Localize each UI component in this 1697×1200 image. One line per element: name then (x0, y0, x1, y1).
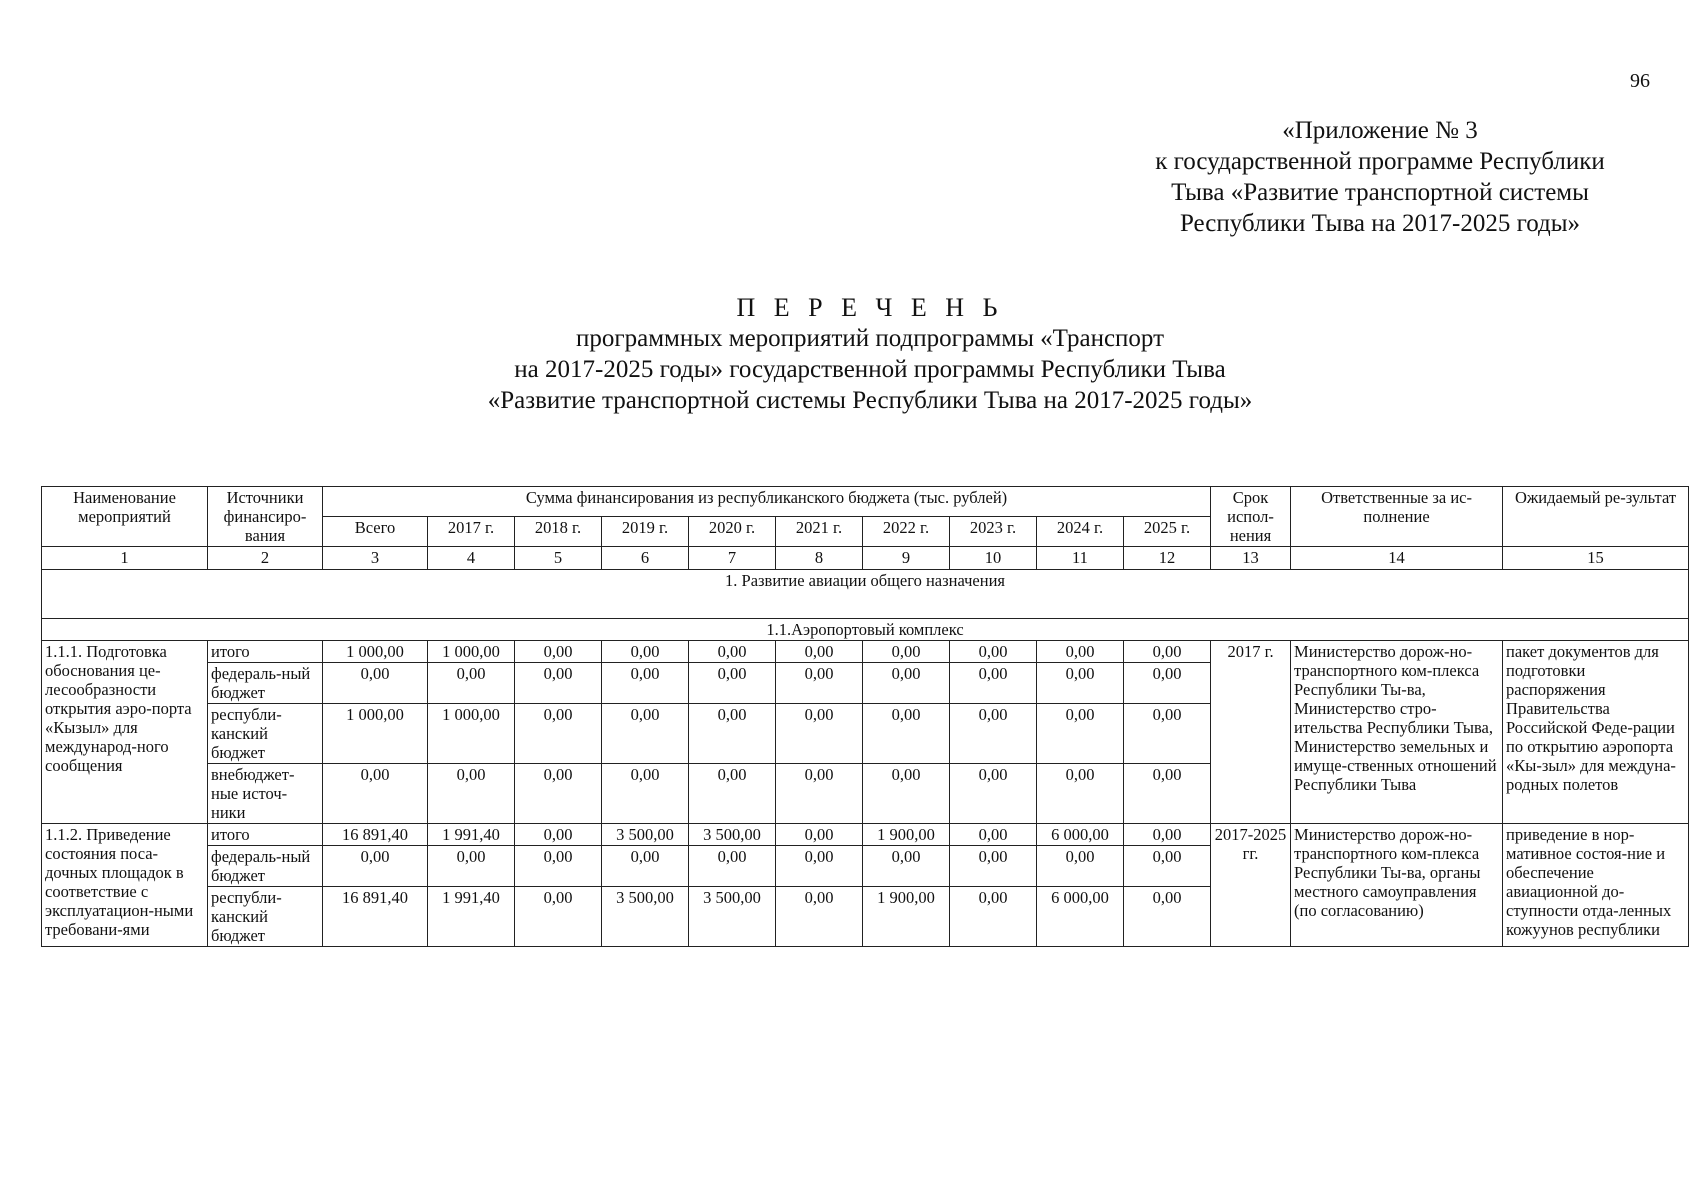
funding-source: внебюджет-ные источ-ники (208, 764, 323, 824)
column-number: 3 (323, 547, 428, 570)
total-cell: 1 000,00 (323, 641, 428, 663)
year-cell: 0,00 (950, 663, 1037, 704)
year-cell: 0,00 (515, 887, 602, 947)
title-line: программных мероприятий подпрограммы «Транспорт (575, 325, 1165, 352)
year-cell: 1 000,00 (428, 641, 515, 663)
result-cell: приведение в нор-мативное состоя-ние и обеспечение авиационной до-ступности отда-ленных кожуунов республики (1503, 824, 1689, 947)
year-cell: 0,00 (776, 887, 863, 947)
year-cell: 0,00 (689, 663, 776, 704)
year-cell: 0,00 (1037, 764, 1124, 824)
appendix-line: «Приложение № 3 (1282, 117, 1478, 144)
column-number: 4 (428, 547, 515, 570)
year-cell: 0,00 (428, 764, 515, 824)
year-cell: 0,00 (1124, 764, 1211, 824)
year-cell: 0,00 (689, 704, 776, 764)
appendix-line: Тыва «Развитие транспортной системы (1171, 179, 1589, 206)
year-cell: 0,00 (950, 764, 1037, 824)
year-cell: 0,00 (428, 663, 515, 704)
column-number: 14 (1291, 547, 1503, 570)
funding-source: итого (208, 641, 323, 663)
year-cell: 0,00 (515, 704, 602, 764)
page-number: 96 (1630, 70, 1650, 92)
header-responsible: Ответственные за ис-полнение (1291, 487, 1503, 547)
total-cell: 16 891,40 (323, 824, 428, 846)
section-heading: 1. Развитие авиации общего назначения (42, 570, 1689, 619)
year-cell: 0,00 (1037, 704, 1124, 764)
column-number: 13 (1211, 547, 1291, 570)
year-cell: 0,00 (776, 824, 863, 846)
year-cell: 3 500,00 (689, 887, 776, 947)
year-cell: 0,00 (776, 764, 863, 824)
year-cell: 0,00 (950, 641, 1037, 663)
header-result: Ожидаемый ре-зультат (1503, 487, 1689, 547)
column-number: 12 (1124, 547, 1211, 570)
column-number: 10 (950, 547, 1037, 570)
year-cell: 0,00 (689, 846, 776, 887)
column-number: 11 (1037, 547, 1124, 570)
year-cell: 0,00 (863, 663, 950, 704)
year-cell: 0,00 (515, 663, 602, 704)
header-funding: Сумма финансирования из республиканского бюджета (тыс. рублей) (323, 487, 1211, 517)
column-number: 15 (1503, 547, 1689, 570)
column-number: 5 (515, 547, 602, 570)
year-cell: 6 000,00 (1037, 824, 1124, 846)
year-cell: 0,00 (1124, 704, 1211, 764)
year-cell: 0,00 (950, 824, 1037, 846)
year-cell: 6 000,00 (1037, 887, 1124, 947)
funding-source: федераль-ный бюджет (208, 663, 323, 704)
year-cell: 0,00 (1037, 663, 1124, 704)
appendix-reference (1080, 115, 1680, 239)
year-cell: 1 991,40 (428, 887, 515, 947)
year-cell: 0,00 (1124, 846, 1211, 887)
deadline-cell: 2017 г. (1211, 641, 1291, 824)
appendix-line: к государственной программе Республики (1155, 148, 1605, 175)
column-number: 2 (208, 547, 323, 570)
document-title (320, 292, 1420, 416)
year-cell: 0,00 (602, 641, 689, 663)
year-cell: 0,00 (1037, 641, 1124, 663)
year-cell: 0,00 (776, 663, 863, 704)
year-cell: 0,00 (863, 704, 950, 764)
year-cell: 3 500,00 (602, 824, 689, 846)
table-row (42, 641, 1689, 663)
funding-source: итого (208, 824, 323, 846)
year-cell: 0,00 (602, 846, 689, 887)
year-cell: 0,00 (776, 704, 863, 764)
header-year: 2018 г. (515, 517, 602, 547)
header-year: 2022 г. (863, 517, 950, 547)
year-cell: 1 900,00 (863, 887, 950, 947)
column-number: 9 (863, 547, 950, 570)
year-cell: 0,00 (863, 641, 950, 663)
responsible-cell: Министерство дорож-но-транспортного ком-плекса Республики Ты-ва, органы местного самоуправления (по согласованию) (1291, 824, 1503, 947)
column-number: 8 (776, 547, 863, 570)
year-cell: 0,00 (863, 846, 950, 887)
header-year: 2024 г. (1037, 517, 1124, 547)
measure-name: 1.1.2. Приведение состояния поса-дочных площадок в соответствие с эксплуатацион-ными требовани-ями (42, 824, 208, 947)
total-cell: 0,00 (323, 764, 428, 824)
year-cell: 1 000,00 (428, 704, 515, 764)
total-cell: 1 000,00 (323, 704, 428, 764)
responsible-cell: Министерство дорож-но-транспортного ком-плекса Республики Ты-ва, Министерство стро-ительства Республики Тыва, Министерство земельных и имуще-ственных отношений Республики Тыва (1291, 641, 1503, 824)
measure-name: 1.1.1. Подготовка обоснования це-лесообразности открытия аэро-порта «Кызыл» для международ-ного сообщения (42, 641, 208, 824)
year-cell: 0,00 (950, 846, 1037, 887)
total-cell: 0,00 (323, 663, 428, 704)
title-line: на 2017-2025 годы» государственной программы Республики Тыва (514, 356, 1226, 383)
header-year: 2021 г. (776, 517, 863, 547)
title-line: «Развитие транспортной системы Республики Тыва на 2017-2025 годы» (487, 387, 1253, 414)
year-cell: 0,00 (863, 764, 950, 824)
header-source: Источники финансиро-вания (208, 487, 323, 547)
year-cell: 1 900,00 (863, 824, 950, 846)
funding-source: республи-канский бюджет (208, 704, 323, 764)
year-cell: 0,00 (1124, 663, 1211, 704)
year-cell: 0,00 (515, 846, 602, 887)
column-number: 6 (602, 547, 689, 570)
header-deadline: Срок испол-нения (1211, 487, 1291, 547)
year-cell: 0,00 (515, 824, 602, 846)
year-cell: 0,00 (1124, 641, 1211, 663)
year-cell: 0,00 (689, 764, 776, 824)
year-cell: 0,00 (689, 641, 776, 663)
funding-source: республи-канский бюджет (208, 887, 323, 947)
subsection-heading: 1.1.Аэропортовый комплекс (42, 619, 1689, 641)
header-year: 2025 г. (1124, 517, 1211, 547)
measures-table (41, 486, 1689, 947)
appendix-line: Республики Тыва на 2017-2025 годы» (1179, 210, 1581, 237)
header-year: 2020 г. (689, 517, 776, 547)
deadline-cell: 2017-2025 гг. (1211, 824, 1291, 947)
header-total: Всего (323, 517, 428, 547)
year-cell: 0,00 (602, 764, 689, 824)
year-cell: 0,00 (602, 704, 689, 764)
total-cell: 0,00 (323, 846, 428, 887)
year-cell: 0,00 (1037, 846, 1124, 887)
year-cell: 0,00 (602, 663, 689, 704)
year-cell: 0,00 (776, 846, 863, 887)
table-row (42, 824, 1689, 846)
column-number: 7 (689, 547, 776, 570)
header-year: 2017 г. (428, 517, 515, 547)
year-cell: 0,00 (1124, 824, 1211, 846)
year-cell: 3 500,00 (602, 887, 689, 947)
total-cell: 16 891,40 (323, 887, 428, 947)
year-cell: 0,00 (1124, 887, 1211, 947)
main-title: П Е Р Е Ч Е Н Ь (736, 293, 1004, 322)
header-name: Наименование мероприятий (42, 487, 208, 547)
result-cell: пакет документов для подготовки распоряжения Правительства Российской Феде-рации по открытию аэропорта «Кы-зыл» для междуна-родных полетов (1503, 641, 1689, 824)
year-cell: 0,00 (428, 846, 515, 887)
funding-source: федераль-ный бюджет (208, 846, 323, 887)
year-cell: 0,00 (950, 887, 1037, 947)
year-cell: 3 500,00 (689, 824, 776, 846)
year-cell: 0,00 (515, 764, 602, 824)
year-cell: 0,00 (950, 704, 1037, 764)
year-cell: 1 991,40 (428, 824, 515, 846)
year-cell: 0,00 (515, 641, 602, 663)
year-cell: 0,00 (776, 641, 863, 663)
header-year: 2023 г. (950, 517, 1037, 547)
column-number: 1 (42, 547, 208, 570)
header-year: 2019 г. (602, 517, 689, 547)
